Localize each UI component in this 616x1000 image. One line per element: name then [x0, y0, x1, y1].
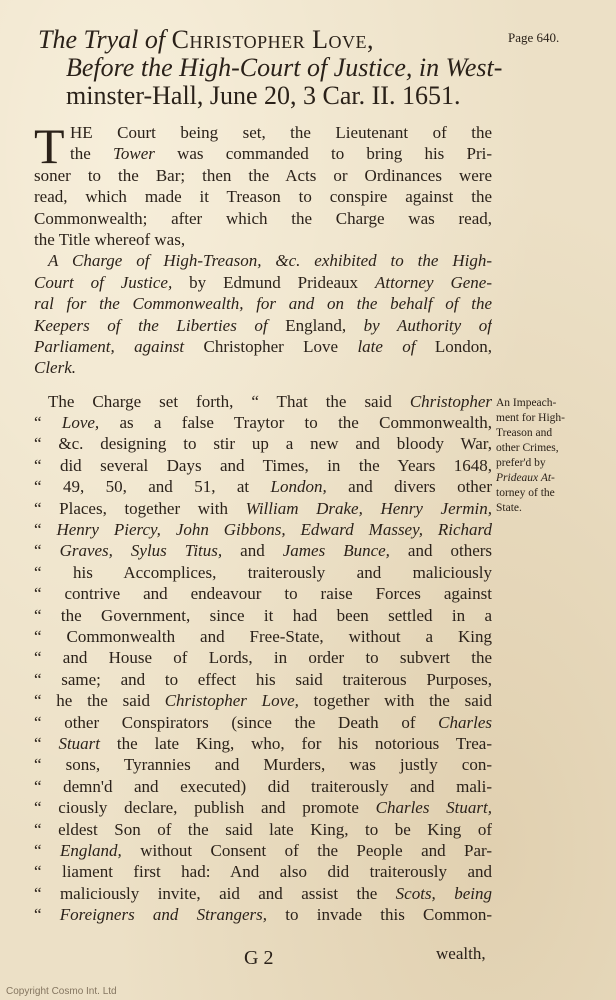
- marginal-note: [496, 396, 612, 516]
- text-line: soner to the Bar; then the Acts or Ordinances were: [34, 165, 492, 185]
- text-line: “ England, without Consent of the People and Par-: [34, 840, 492, 860]
- drop-cap: T: [34, 118, 65, 174]
- note-line: ment for High-: [496, 412, 565, 424]
- text-line: read, which made it Treason to conspire against the: [34, 187, 492, 207]
- text-line: the Title whereof was,: [34, 229, 186, 249]
- text-line: “ 49, 50, and 51, at London, and divers other: [34, 477, 492, 497]
- text-line: “ sons, Tyrannies and Murders, was justly con-: [34, 755, 492, 775]
- page-title: [38, 25, 503, 110]
- text-line: “ he the said Christopher Love, together with the said: [34, 691, 492, 711]
- title-line: Before the High-Court of Justice, in West-: [66, 53, 503, 82]
- text-line: HE Court being set, the Lieutenant of the: [70, 123, 492, 142]
- text-line: “ did several Days and Times, in the Years 1648,: [34, 455, 492, 475]
- text-line: Commonwealth; after which the Charge was read,: [34, 208, 492, 228]
- text-line: “ Stuart the late King, who, for his notorious Trea-: [34, 733, 492, 753]
- text-line: “ Foreigners and Strangers, to invade this Common-: [34, 905, 492, 925]
- text-line: “ demn'd and executed) did traiterously and mali-: [34, 776, 492, 796]
- text-line: the Tower was commanded to bring his Pri-: [70, 144, 492, 164]
- charge-text: [34, 391, 492, 926]
- text-line: “ other Conspirators (since the Death of Charles: [34, 712, 492, 732]
- text-line: “ Graves, Sylus Titus, and James Bunce, and others: [34, 541, 492, 561]
- text-line: “ contrive and endeavour to raise Forces against: [34, 584, 492, 604]
- signature-mark: G 2: [244, 947, 274, 969]
- text-line: ral for the Commonwealth, for and on the behalf of the: [34, 294, 492, 314]
- note-line: Treason and: [496, 427, 553, 439]
- text-line: Court of Justice, by Edmund Prideaux Attorney Gene-: [34, 272, 492, 292]
- catchword: wealth,: [436, 944, 486, 963]
- text-line: “ Places, together with William Drake, Henry Jermin,: [34, 498, 492, 518]
- text-line: “ and House of Lords, in order to subvert the: [34, 648, 492, 668]
- note-line: prefer'd by: [496, 457, 546, 469]
- text-line: “ Henry Piercy, John Gibbons, Edward Massey, Richard: [34, 520, 492, 540]
- text-line: Parliament, against Christopher Love late of London,: [34, 336, 492, 356]
- charge-title: [34, 250, 492, 378]
- text-line: “ liament first had: And also did traiterously and: [34, 862, 492, 882]
- text-line: A Charge of High-Treason, &c. exhibited to the High-: [48, 251, 492, 271]
- page-number: Page 640.: [508, 30, 560, 45]
- note-line: Prideaux At-: [496, 472, 555, 484]
- title-part: The Tryal of: [38, 25, 172, 54]
- note-line: other Crimes,: [496, 442, 559, 454]
- text-line: Keepers of the Liberties of England, by Authority of: [34, 315, 492, 335]
- note-line: An Impeach-: [496, 397, 557, 409]
- text-line: “ ciously declare, publish and promote Charles Stuart,: [34, 798, 492, 818]
- text-line: “ Love, as a false Traytor to the Commonwealth,: [34, 413, 492, 433]
- text-line: “ maliciously invite, aid and assist the Scots, being: [34, 883, 492, 903]
- text-line: “ his Accomplices, traiterously and maliciously: [34, 562, 492, 582]
- text-line: The Charge set forth, “ That the said Christopher: [48, 391, 492, 411]
- copyright-watermark: Copyright Cosmo Int. Ltd: [6, 986, 117, 997]
- note-line: State.: [496, 502, 522, 514]
- text-line: “ Commonwealth and Free-State, without a King: [34, 626, 492, 646]
- title-name: Christopher Love,: [171, 25, 375, 54]
- title-line: minster-Hall, June 20, 3 Car. II. 1651.: [66, 81, 461, 110]
- text-line: “ &c. designing to stir up a new and bloody War,: [34, 434, 492, 454]
- text-line: “ the Government, since it had been settled in a: [34, 605, 492, 625]
- note-line: torney of the: [496, 487, 555, 499]
- body-text: [34, 118, 492, 925]
- text-line: “ same; and to effect his said traiterous Purposes,: [34, 669, 492, 689]
- text-line: “ eldest Son of the said late King, to be King of: [34, 819, 492, 839]
- text-line: Clerk.: [34, 358, 77, 378]
- paragraph: [34, 118, 492, 250]
